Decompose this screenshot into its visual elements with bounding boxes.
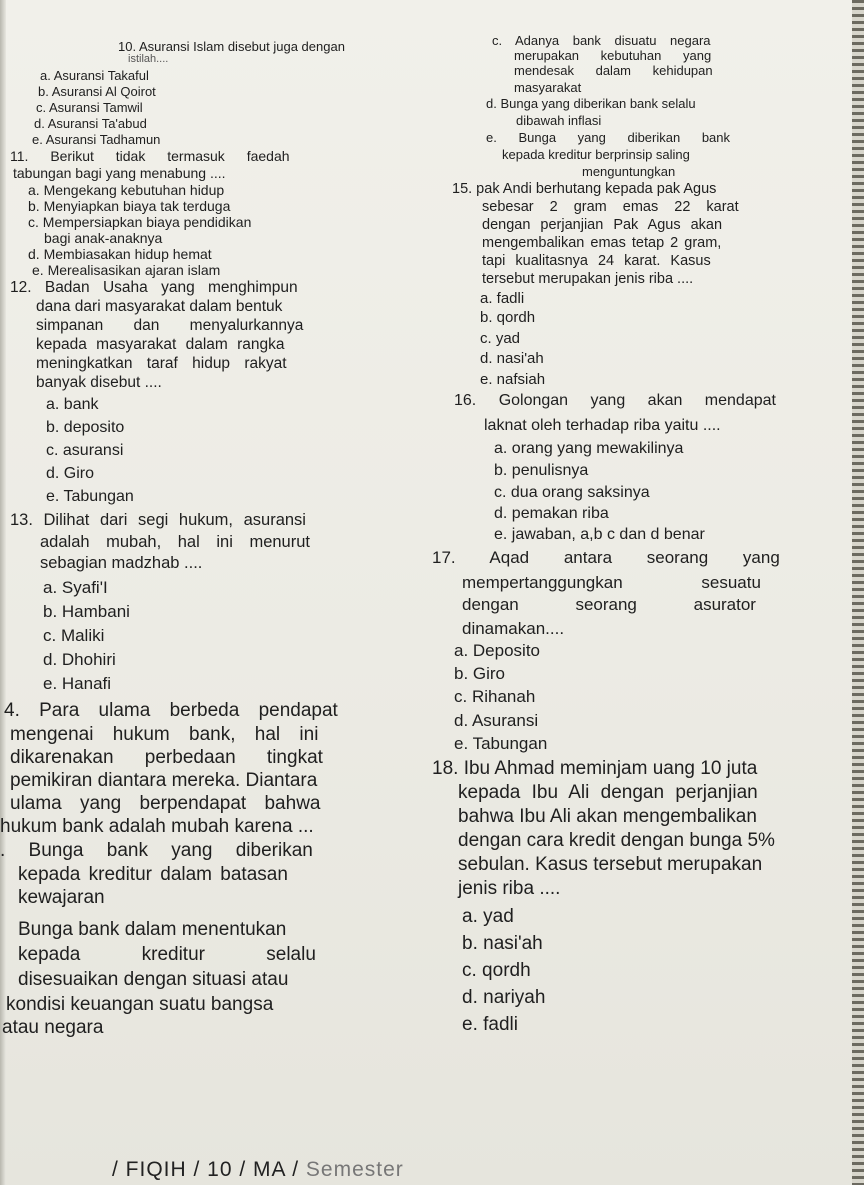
question-text: simpanan dan menyalurkannya bbox=[36, 317, 304, 334]
option-c: c. dua orang saksinya bbox=[494, 484, 650, 501]
question-text: dengan seorang asurator bbox=[462, 595, 756, 614]
option-e: e. nafsiah bbox=[480, 371, 546, 388]
option-b: b. Menyiapkan biaya tak terduga bbox=[28, 198, 231, 214]
option-e: e. fadli bbox=[462, 1014, 518, 1035]
option-e: e. Hanafi bbox=[43, 674, 112, 693]
option-e: e. Bunga yang diberikan bank bbox=[486, 130, 731, 145]
question-12 bbox=[10, 280, 420, 512]
question-text: laknat oleh terhadap riba yaitu .... bbox=[484, 417, 721, 434]
option-e: e. Tabungan bbox=[46, 488, 134, 505]
question-13 bbox=[10, 512, 420, 701]
option-b: b. penulisnya bbox=[494, 462, 589, 479]
right-column bbox=[432, 34, 852, 1042]
option-d: d. nariyah bbox=[462, 987, 546, 1008]
question-text: sebesar 2 gram emas 22 karat bbox=[482, 199, 739, 215]
question-text: dengan perjanjian Pak Agus akan bbox=[482, 217, 723, 233]
option-b: b. nasi'ah bbox=[462, 933, 543, 954]
question-text: 4. Para ulama berbeda pendapat bbox=[4, 700, 338, 721]
question-text: tapi kualitasnya 24 karat. Kasus bbox=[482, 253, 711, 269]
option-a-cont: kepada kreditur dalam batasan bbox=[18, 864, 288, 885]
question-text: 10. Asuransi Islam disebut juga dengan bbox=[118, 39, 345, 54]
option-b-cont: kepada kreditur selalu bbox=[18, 944, 316, 965]
option-a: a. Asuransi Takaful bbox=[40, 68, 149, 83]
option-e: e. Tabungan bbox=[454, 734, 548, 753]
question-text: bahwa Ibu Ali akan mengembalikan bbox=[458, 806, 757, 827]
option-c: c. Maliki bbox=[43, 626, 105, 645]
footer-label: / FIQIH / 10 / MA / bbox=[112, 1158, 300, 1181]
question-text: istilah.... bbox=[128, 53, 169, 65]
question-text: adalah mubah, hal ini menurut bbox=[40, 533, 310, 551]
question-text: tersebut merupakan jenis riba .... bbox=[482, 271, 694, 287]
option-d: d. Asuransi bbox=[454, 711, 539, 730]
option-c: c. asuransi bbox=[46, 442, 124, 459]
option-c: c. qordh bbox=[462, 960, 531, 981]
option-c-cont: bagi anak-anaknya bbox=[44, 230, 163, 246]
option-d: d. Asuransi Ta'abud bbox=[34, 116, 147, 131]
option-b: b. Asuransi Al Qoirot bbox=[38, 84, 156, 99]
option-e-cont: menguntungkan bbox=[582, 164, 676, 179]
option-c: c. yad bbox=[480, 330, 521, 347]
option-b-cont: atau negara bbox=[2, 1017, 104, 1038]
option-b: b. Hambani bbox=[43, 602, 130, 621]
question-15 bbox=[432, 182, 852, 393]
question-text: 11. Berikut tidak termasuk faedah bbox=[10, 148, 290, 164]
option-b: b. Giro bbox=[454, 664, 506, 683]
option-d: d. nasi'ah bbox=[480, 350, 544, 367]
option-e: e. Asuransi Tadhamun bbox=[32, 132, 161, 147]
option-b: Bunga bank dalam menentukan bbox=[18, 919, 287, 940]
option-b-cont: kondisi keuangan suatu bangsa bbox=[6, 994, 274, 1015]
question-text: dana dari masyarakat dalam bentuk bbox=[36, 298, 283, 315]
question-text: pemikiran diantara mereka. Diantara bbox=[10, 770, 318, 791]
question-text: 12. Badan Usaha yang menghimpun bbox=[10, 279, 298, 296]
footer-label-faded: Semester bbox=[305, 1158, 404, 1181]
option-e: e. jawaban, a,b c dan d benar bbox=[494, 526, 705, 543]
question-text: jenis riba .... bbox=[458, 878, 561, 899]
option-e-cont: kepada kreditur berprinsip saling bbox=[502, 147, 690, 162]
option-d: d. Giro bbox=[46, 465, 95, 482]
question-text: kepada masyarakat dalam rangka bbox=[36, 336, 285, 353]
option-a: . Bunga bank yang diberikan bbox=[0, 840, 313, 861]
question-11 bbox=[10, 149, 420, 280]
page-footer bbox=[112, 1158, 404, 1182]
question-text: ulama yang berpendapat bahwa bbox=[10, 793, 321, 814]
option-e: e. Merealisasikan ajaran islam bbox=[32, 262, 221, 278]
question-text: sebagian madzhab .... bbox=[40, 554, 203, 572]
option-d: d. Bunga yang diberikan bank selalu bbox=[486, 96, 696, 111]
option-a-cont: kewajaran bbox=[18, 887, 105, 908]
option-b: b. qordh bbox=[480, 309, 536, 326]
option-a: a. Syafi'I bbox=[43, 578, 108, 597]
left-column bbox=[0, 39, 420, 1040]
option-c-cont: merupakan kebutuhan yang bbox=[514, 48, 712, 63]
option-d: d. pemakan riba bbox=[494, 505, 609, 522]
option-d: d. Dhohiri bbox=[43, 650, 116, 669]
option-c: c. Adanya bank disuatu negara bbox=[492, 33, 711, 48]
question-text: 17. Aqad antara seorang yang bbox=[432, 548, 780, 567]
spiral-binding bbox=[852, 0, 864, 1185]
question-text: 13. Dilihat dari segi hukum, asuransi bbox=[10, 511, 306, 529]
question-text: 16. Golongan yang akan mendapat bbox=[454, 392, 776, 409]
question-text: kepada Ibu Ali dengan perjanjian bbox=[458, 782, 758, 803]
question-text: dengan cara kredit dengan bunga 5% bbox=[458, 830, 775, 851]
question-16 bbox=[432, 393, 852, 549]
option-d: d. Membiasakan hidup hemat bbox=[28, 246, 212, 262]
option-c: c. Rihanah bbox=[454, 687, 536, 706]
question-14 bbox=[0, 700, 420, 1040]
question-text: banyak disebut .... bbox=[36, 374, 162, 391]
option-b: b. deposito bbox=[46, 419, 125, 436]
question-10-options-cont bbox=[432, 34, 852, 182]
option-c-cont: mendesak dalam kehidupan bbox=[514, 63, 713, 78]
question-text: sebulan. Kasus tersebut merupakan bbox=[458, 854, 763, 875]
option-a: a. orang yang mewakilinya bbox=[494, 440, 684, 457]
question-17 bbox=[432, 549, 852, 759]
question-text: mengembalikan emas tetap 2 gram, bbox=[482, 235, 722, 251]
question-text: 15. pak Andi berhutang kepada pak Agus bbox=[452, 181, 717, 197]
question-text: tabungan bagi yang menabung .... bbox=[13, 165, 226, 181]
option-a: a. fadli bbox=[480, 290, 525, 307]
option-c-cont: masyarakat bbox=[514, 80, 582, 95]
question-text: dikarenakan perbedaan tingkat bbox=[10, 747, 323, 768]
question-text: hukum bank adalah mubah karena ... bbox=[0, 816, 314, 837]
question-text: mengenai hukum bank, hal ini bbox=[10, 724, 319, 745]
option-c: c. Mempersiapkan biaya pendidikan bbox=[28, 214, 252, 230]
question-text: mempertanggungkan sesuatu bbox=[462, 573, 761, 592]
option-a: a. yad bbox=[462, 906, 514, 927]
option-a: a. bank bbox=[46, 396, 99, 413]
question-text: dinamakan.... bbox=[462, 619, 565, 638]
option-b-cont: disesuaikan dengan situasi atau bbox=[18, 969, 289, 990]
question-18 bbox=[432, 759, 852, 1042]
option-d-cont: dibawah inflasi bbox=[516, 113, 602, 128]
option-a: a. Mengekang kebutuhan hidup bbox=[28, 182, 225, 198]
question-10 bbox=[10, 40, 420, 149]
question-text: 18. Ibu Ahmad meminjam uang 10 juta bbox=[432, 758, 758, 779]
option-c: c. Asuransi Tamwil bbox=[36, 100, 143, 115]
question-text: meningkatkan taraf hidup rakyat bbox=[36, 355, 287, 372]
option-a: a. Deposito bbox=[454, 641, 540, 660]
